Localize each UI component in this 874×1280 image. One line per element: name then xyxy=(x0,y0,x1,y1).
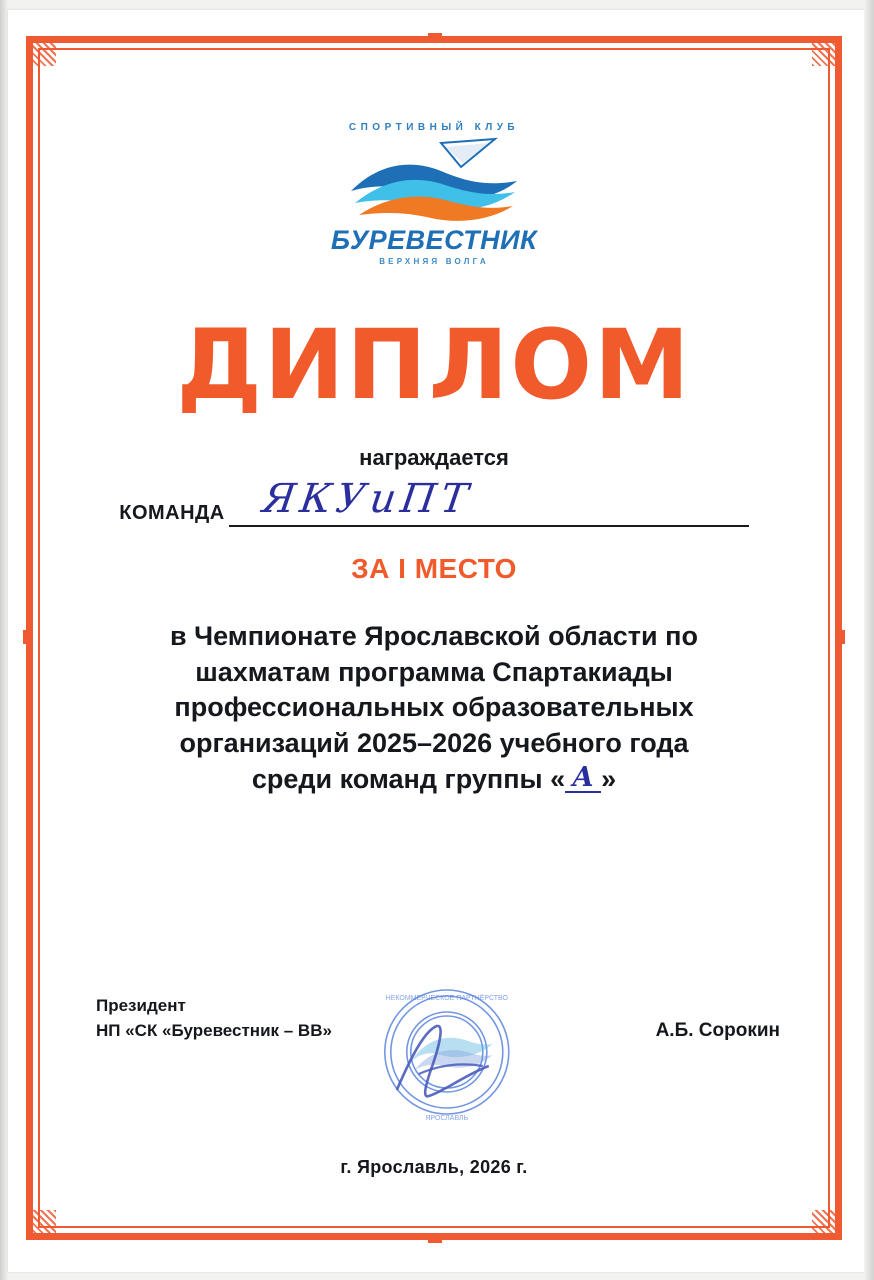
description-line-5-prefix: среди команд группы « xyxy=(251,763,566,794)
frame-tick-left xyxy=(23,630,30,644)
signer-role-line-1: Президент xyxy=(96,996,186,1015)
corner-ornament-bottom-left xyxy=(30,1210,56,1236)
svg-text:НЕКОММЕРЧЕСКОЕ ПАРТНЁРСТВО: НЕКОММЕРЧЕСКОЕ ПАРТНЁРСТВО xyxy=(385,995,508,1002)
frame-tick-right xyxy=(838,630,845,644)
corner-ornament-top-left xyxy=(30,40,56,66)
group-letter-field[interactable]: А xyxy=(565,764,601,793)
signer-name: А.Б. Сорокин xyxy=(655,1020,780,1041)
description-line-4: организаций 2025–2026 учебного года xyxy=(179,728,689,759)
team-label: КОМАНДА xyxy=(119,502,225,525)
team-name-field[interactable] xyxy=(229,476,749,527)
certificate-content xyxy=(68,80,800,1212)
logo-subtitle-text: ВЕРХНЯЯ ВОЛГА xyxy=(379,257,489,266)
event-description xyxy=(68,619,800,797)
description-line-5-suffix: » xyxy=(601,763,617,794)
logo-name-text: БУРЕВЕСТНИК xyxy=(330,225,538,255)
svg-text:ЯРОСЛАВЛЬ: ЯРОСЛАВЛЬ xyxy=(425,1115,469,1122)
club-logo xyxy=(68,122,800,272)
signer-role-line-2: НП «СК «Буревестник – ВВ» xyxy=(96,1020,332,1040)
logo-kicker-text: СПОРТИВНЫЙ КЛУБ xyxy=(348,122,520,133)
team-row xyxy=(68,476,800,527)
corner-ornament-bottom-right xyxy=(812,1210,838,1236)
team-handwritten-value: ЯКУиПТ xyxy=(259,476,476,523)
description-line-2: шахматам программа Спартакиады xyxy=(195,656,673,687)
description-line-5 xyxy=(74,762,794,798)
corner-ornament-top-right xyxy=(812,40,838,66)
frame-tick-bottom xyxy=(428,1236,442,1243)
certificate-sheet xyxy=(8,10,864,1272)
wave-bird-logo-icon xyxy=(345,137,523,223)
signature-block xyxy=(78,976,790,1122)
awarded-label: награждается xyxy=(359,445,509,471)
city-and-date: г. Ярославль, 2026 г. xyxy=(340,1157,528,1177)
description-line-3: профессиональных образовательных xyxy=(174,692,694,723)
page-title: ДИПЛОМ xyxy=(176,309,692,421)
description-line-1: в Чемпионате Ярославской области по xyxy=(170,621,698,652)
frame-tick-top xyxy=(428,33,442,40)
signer-role xyxy=(96,994,332,1043)
official-round-stamp-icon xyxy=(367,970,527,1130)
place-award-text: ЗА I МЕСТО xyxy=(351,553,517,585)
